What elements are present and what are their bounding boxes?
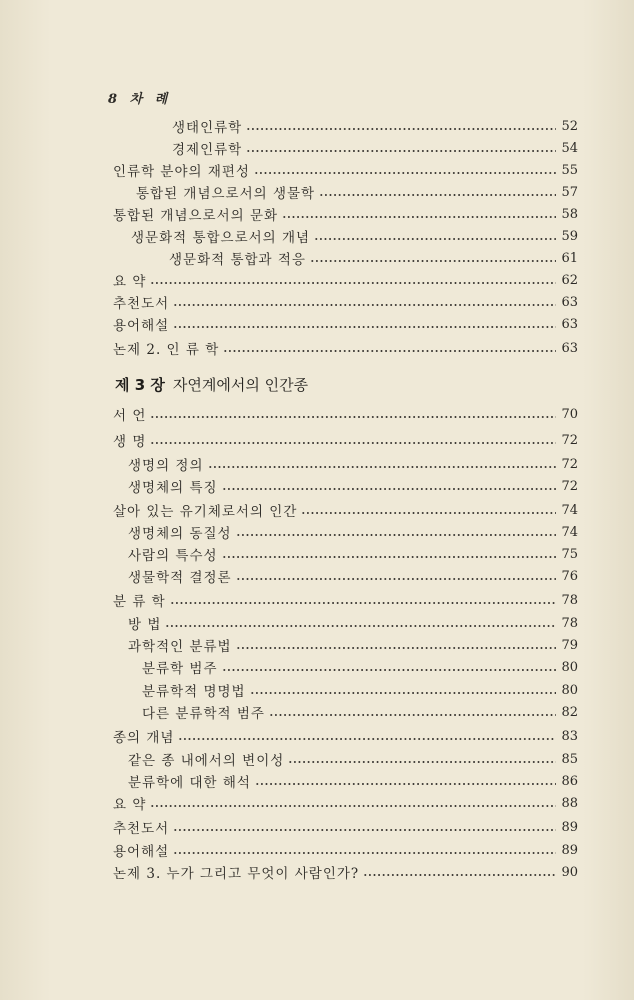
toc-entry-page: 82	[561, 704, 578, 720]
toc-entry-title: 과학적인 분류법	[128, 639, 232, 655]
toc-entry	[172, 116, 578, 136]
dot-leader	[150, 442, 556, 444]
toc-entry-page: 54	[561, 140, 578, 156]
chapter-title: 자연계에서의 인간종	[172, 376, 309, 394]
toc-entry-page: 72	[561, 432, 578, 448]
toc-entry-title: 생태인류학	[172, 120, 243, 136]
toc-entry-page: 78	[561, 592, 578, 608]
dot-leader	[222, 488, 556, 490]
dot-leader	[178, 738, 556, 740]
toc-entry-page: 90	[561, 864, 578, 880]
dot-leader	[288, 761, 556, 763]
toc-entry-title: 생명의 정의	[128, 458, 204, 474]
chapter-number: 제 3 장	[115, 376, 165, 394]
toc-entry	[142, 680, 578, 700]
dot-leader	[255, 783, 556, 785]
dot-leader	[269, 714, 556, 716]
dot-leader	[246, 150, 556, 152]
toc-entry	[128, 476, 578, 496]
toc-entry	[128, 635, 578, 655]
toc-entry	[113, 862, 578, 882]
toc-entry-title: 인류학 분야의 재편성	[113, 164, 250, 180]
toc-entry	[128, 544, 578, 564]
toc-entry	[113, 338, 578, 358]
toc-entry-page: 63	[561, 294, 578, 310]
dot-leader	[173, 304, 556, 306]
toc-entry-page: 61	[561, 250, 578, 266]
toc-entry-page: 78	[561, 615, 578, 631]
toc-entry-title: 요 약	[113, 274, 147, 290]
toc-entry-title: 통합된 개념으로서의 문화	[113, 208, 279, 224]
toc-entry-page: 55	[561, 162, 578, 178]
toc-entry-title: 통합된 개념으로서의 생물학	[136, 186, 316, 202]
toc-entry	[136, 182, 578, 202]
dot-leader	[254, 172, 556, 174]
dot-leader	[150, 805, 556, 807]
dot-leader	[246, 128, 556, 130]
toc-entry-title: 분 류 학	[113, 594, 166, 610]
toc-entry	[128, 522, 578, 542]
toc-entry-title: 생명체의 특징	[128, 480, 218, 496]
toc-entry-title: 추천도서	[113, 296, 170, 312]
dot-leader	[301, 512, 556, 514]
toc-entry	[128, 749, 578, 769]
dot-leader	[222, 556, 556, 558]
toc-entry	[169, 248, 578, 268]
toc-entry-page: 88	[561, 795, 578, 811]
toc-entry	[113, 817, 578, 837]
toc-entry-page: 74	[561, 502, 578, 518]
toc-entry-title: 분류학에 대한 해석	[128, 775, 251, 791]
page-header: 8 차 례	[108, 92, 172, 107]
toc-entry-page: 57	[561, 184, 578, 200]
toc-entry	[113, 590, 578, 610]
toc-entry-title: 생 명	[113, 434, 147, 450]
toc-entry-page: 58	[561, 206, 578, 222]
toc-entry	[113, 840, 578, 860]
dot-leader	[282, 216, 556, 218]
dot-leader	[222, 669, 557, 671]
toc-entry-page: 70	[561, 406, 578, 422]
toc-entry-title: 생문화적 통합과 적응	[169, 252, 306, 268]
toc-entry-page: 52	[561, 118, 578, 134]
dot-leader	[170, 602, 556, 604]
dot-leader	[150, 416, 556, 418]
toc-entry-page: 59	[561, 228, 578, 244]
toc-entry-title: 요 약	[113, 797, 147, 813]
toc-entry-page: 63	[561, 340, 578, 356]
toc-entry	[113, 204, 578, 224]
toc-entry-page: 72	[561, 478, 578, 494]
toc-entry	[128, 771, 578, 791]
dot-leader	[208, 466, 557, 468]
toc-entry-title: 방 법	[128, 617, 162, 633]
dot-leader	[173, 829, 556, 831]
toc-entry	[113, 500, 578, 520]
toc-entry-page: 83	[561, 728, 578, 744]
toc-entry-page: 85	[561, 751, 578, 767]
toc-entry	[128, 613, 578, 633]
dot-leader	[173, 852, 556, 854]
toc-entry-title: 서 언	[113, 408, 147, 424]
toc-entry-title: 용어해설	[113, 318, 170, 334]
toc-entry	[113, 314, 578, 334]
toc-entry-page: 89	[561, 819, 578, 835]
dot-leader	[236, 578, 556, 580]
toc-entry-title: 분류학 범주	[142, 661, 218, 677]
toc-entry-title: 경제인류학	[172, 142, 243, 158]
toc-entry-page: 80	[561, 682, 578, 698]
toc-entry	[113, 430, 578, 450]
toc-entry-page: 72	[561, 456, 578, 472]
dot-leader	[173, 326, 556, 328]
dot-leader	[150, 282, 556, 284]
toc-entry	[128, 454, 578, 474]
toc-entry-title: 추천도서	[113, 821, 170, 837]
dot-leader	[310, 260, 556, 262]
dot-leader	[236, 534, 556, 536]
toc-entry-title: 사람의 특수성	[128, 548, 218, 564]
toc-entry	[131, 226, 578, 246]
toc-entry	[113, 160, 578, 180]
toc-entry-page: 75	[561, 546, 578, 562]
toc-entry-title: 살아 있는 유기체로서의 인간	[113, 504, 298, 520]
toc-entry-title: 다른 분류학적 범주	[142, 706, 265, 722]
dot-leader	[319, 194, 556, 196]
dot-leader	[314, 238, 556, 240]
dot-leader	[250, 692, 556, 694]
toc-entry-page: 79	[561, 637, 578, 653]
toc-entry-title: 논제 3. 누가 그리고 무엇이 사람인가?	[113, 866, 360, 882]
dot-leader	[363, 874, 556, 876]
toc-entry	[113, 404, 578, 424]
dot-leader	[165, 625, 556, 627]
toc-entry-title: 생물학적 결정론	[128, 570, 232, 586]
toc-entry-page: 76	[561, 568, 578, 584]
toc-entry-page: 62	[561, 272, 578, 288]
toc-entry-title: 논제 2. 인 류 학	[113, 342, 220, 358]
toc-entry-page: 80	[561, 659, 578, 675]
toc-entry	[113, 793, 578, 813]
toc-entry-page: 89	[561, 842, 578, 858]
toc-entry-title: 용어해설	[113, 844, 170, 860]
toc-entry	[172, 138, 578, 158]
toc-entry-title: 종의 개념	[113, 730, 175, 746]
toc-entry-page: 86	[561, 773, 578, 789]
toc-entry-title: 같은 종 내에서의 변이성	[128, 753, 285, 769]
toc-entry-page: 63	[561, 316, 578, 332]
dot-leader	[223, 350, 556, 352]
toc-entry	[142, 657, 578, 677]
dot-leader	[236, 647, 556, 649]
toc-entry	[113, 270, 578, 290]
toc-entry	[113, 292, 578, 312]
toc-entry-page: 74	[561, 524, 578, 540]
toc-entry	[113, 726, 578, 746]
toc-entry	[128, 566, 578, 586]
toc-entry-title: 생문화적 통합으로서의 개념	[131, 230, 311, 246]
toc-entry	[142, 702, 578, 722]
toc-entry-title: 분류학적 명명법	[142, 684, 246, 700]
toc-entry-title: 생명체의 동질성	[128, 526, 232, 542]
